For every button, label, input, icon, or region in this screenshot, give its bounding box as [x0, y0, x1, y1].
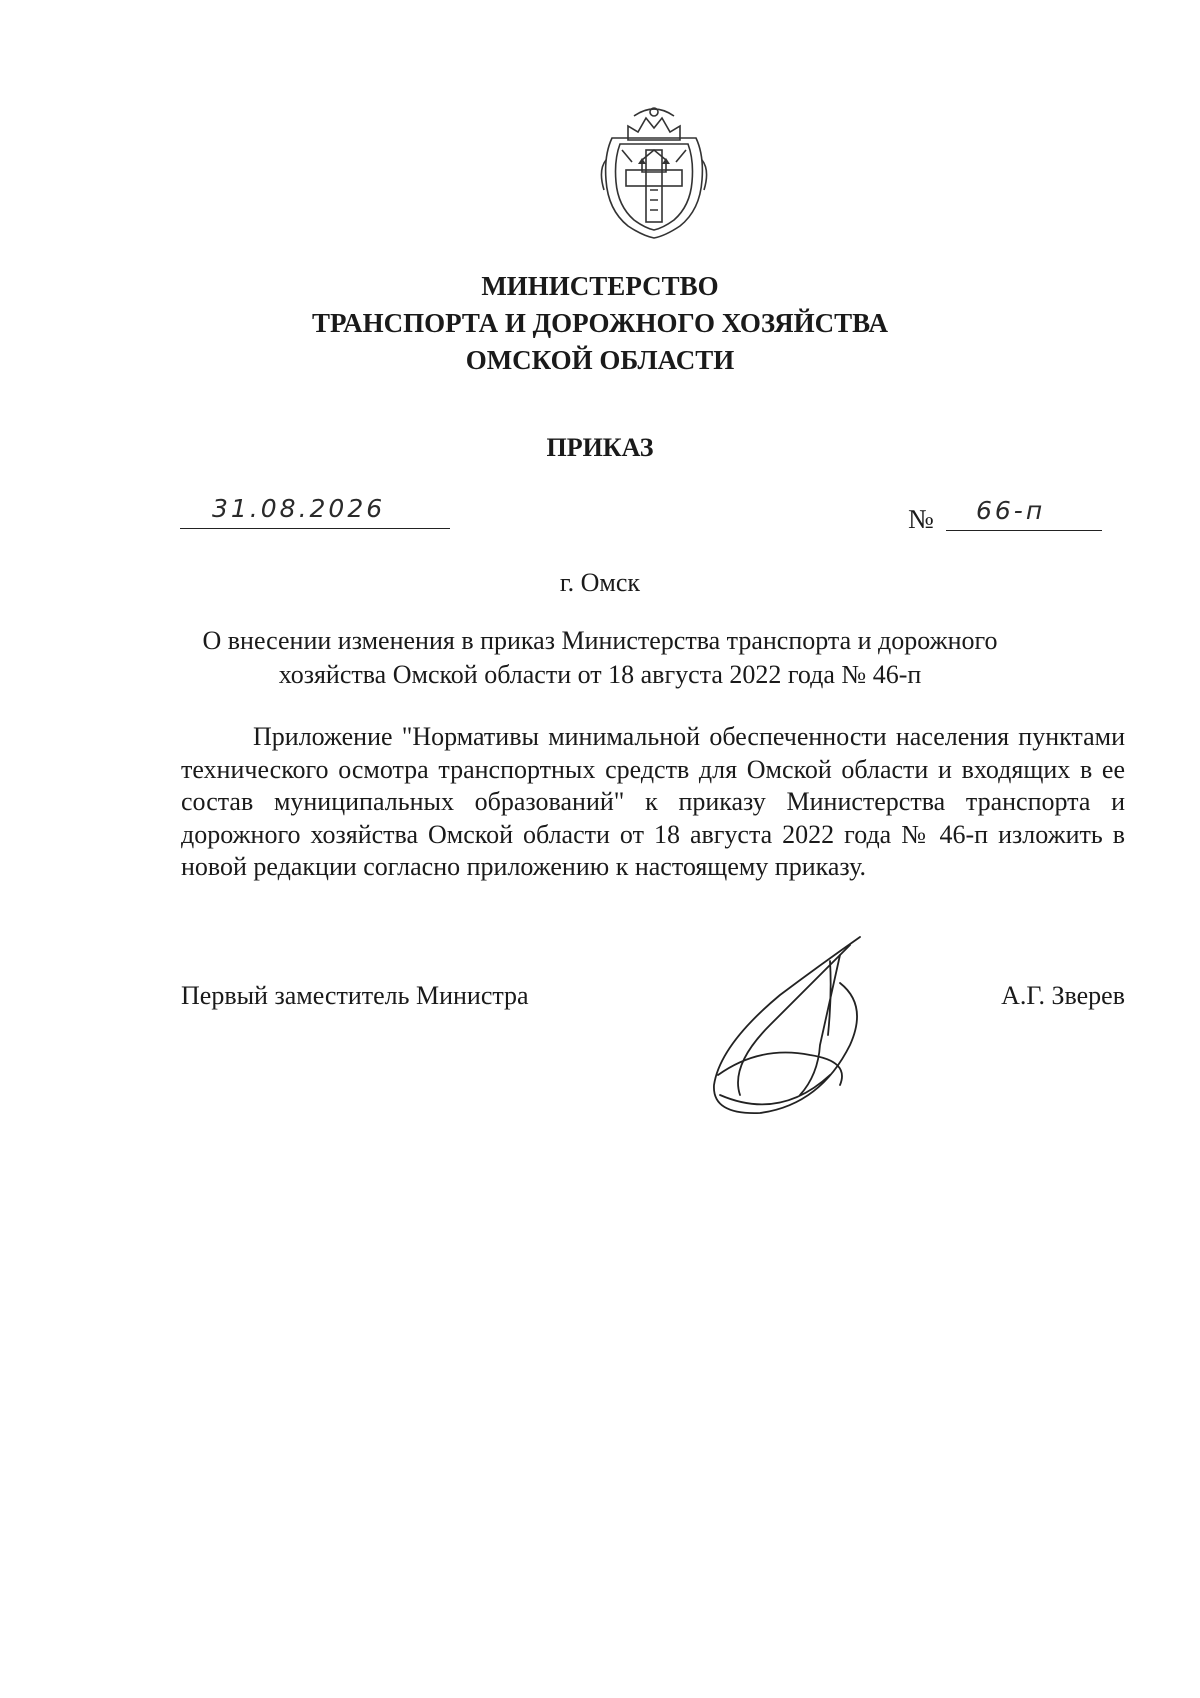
ministry-line-1: МИНИСТЕРСТВО — [481, 271, 719, 301]
signature-icon — [700, 925, 890, 1125]
subject-line-2: хозяйства Омской области от 18 августа 2022 года № 46-п — [278, 660, 922, 689]
document-type: ПРИКАЗ — [546, 433, 654, 462]
order-body: Приложение "Нормативы минимальной обеспеченности населения пунктами технического осмотра транспортных средств для Омской области и входящих в ее состав муниципальных образований" к приказу Министерства транспорта и дорожного хозяйства Омской области от 18 августа 2022 года № 46-п изложить в новой редакции согласно приложению к настоящему приказу. — [181, 722, 1125, 881]
city: г. Омск — [559, 568, 641, 597]
signer-position: Первый заместитель Министра — [181, 981, 529, 1010]
ministry-line-2: ТРАНСПОРТА И ДОРОЖНОГО ХОЗЯЙСТВА — [312, 308, 888, 338]
order-date: 31.08.2026 — [212, 494, 386, 523]
order-number-field — [946, 494, 1102, 531]
ministry-line-3: ОМСКОЙ ОБЛАСТИ — [465, 345, 735, 375]
order-date-field — [180, 492, 450, 529]
number-label: № — [908, 504, 934, 534]
signer-name: А.Г. Зверев — [1001, 981, 1125, 1010]
subject-line-1: О внесении изменения в приказ Министерства транспорта и дорожного — [202, 626, 998, 655]
ministry-name — [0, 268, 1200, 379]
coat-of-arms-icon — [598, 100, 710, 240]
order-subject — [150, 624, 1050, 692]
order-number: 66-п — [976, 496, 1046, 525]
